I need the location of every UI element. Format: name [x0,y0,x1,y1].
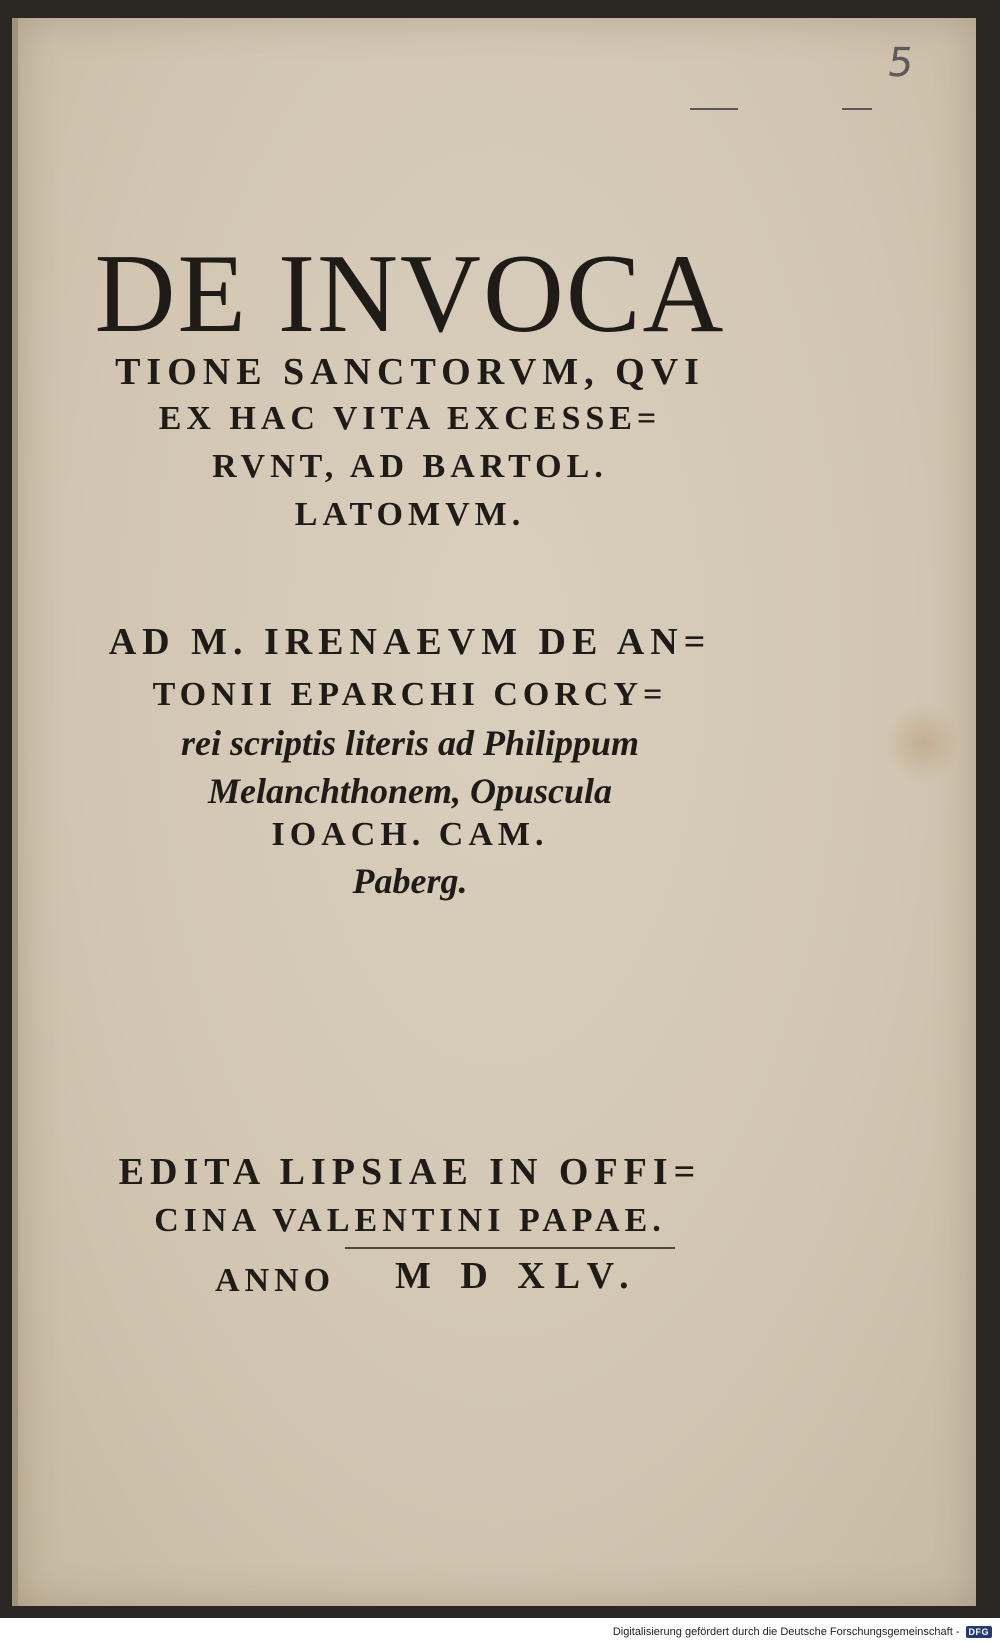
subtitle-line-1: AD M. IRENAEVM DE AN= [108,621,712,663]
footer-credit: Digitalisierung gefördert durch die Deutsche Forschungsgemeinschaft - [612,1626,960,1638]
subtitle-line-2: TONII EPARCHI CORCY= [152,676,668,713]
pencil-dash [842,108,872,110]
digitization-footer [613,1624,992,1640]
dfg-logo: DFG [966,1626,993,1638]
paper-stain [888,698,958,788]
imprint-rule [345,1247,675,1249]
subtitle-line-3: rei scriptis literis ad Philippum [180,723,640,763]
imprint-anno: ANNO [215,1262,336,1299]
title-line-4: RVNT, AD BARTOL. [212,448,608,485]
folio-number: 5 [884,40,917,86]
title-line-5: LATOMVM. [294,496,526,533]
author-place-line: Paberg. [352,861,468,901]
title-line-1: DE INVOCA [94,232,726,356]
author-line: IOACH. CAM. [271,816,549,853]
imprint-year: M D XLV. [395,1255,639,1297]
subtitle-line-4: Melanchthonem, Opuscula [207,771,613,811]
imprint-line-2: CINA VALENTINI PAPAE. [154,1202,666,1239]
title-line-3: EX HAC VITA EXCESSE= [158,400,662,437]
imprint-line-1: EDITA LIPSIAE IN OFFI= [118,1151,702,1193]
pencil-dash [690,108,738,110]
title-line-2: TIONE SANCTORVM, QVI [115,351,705,393]
